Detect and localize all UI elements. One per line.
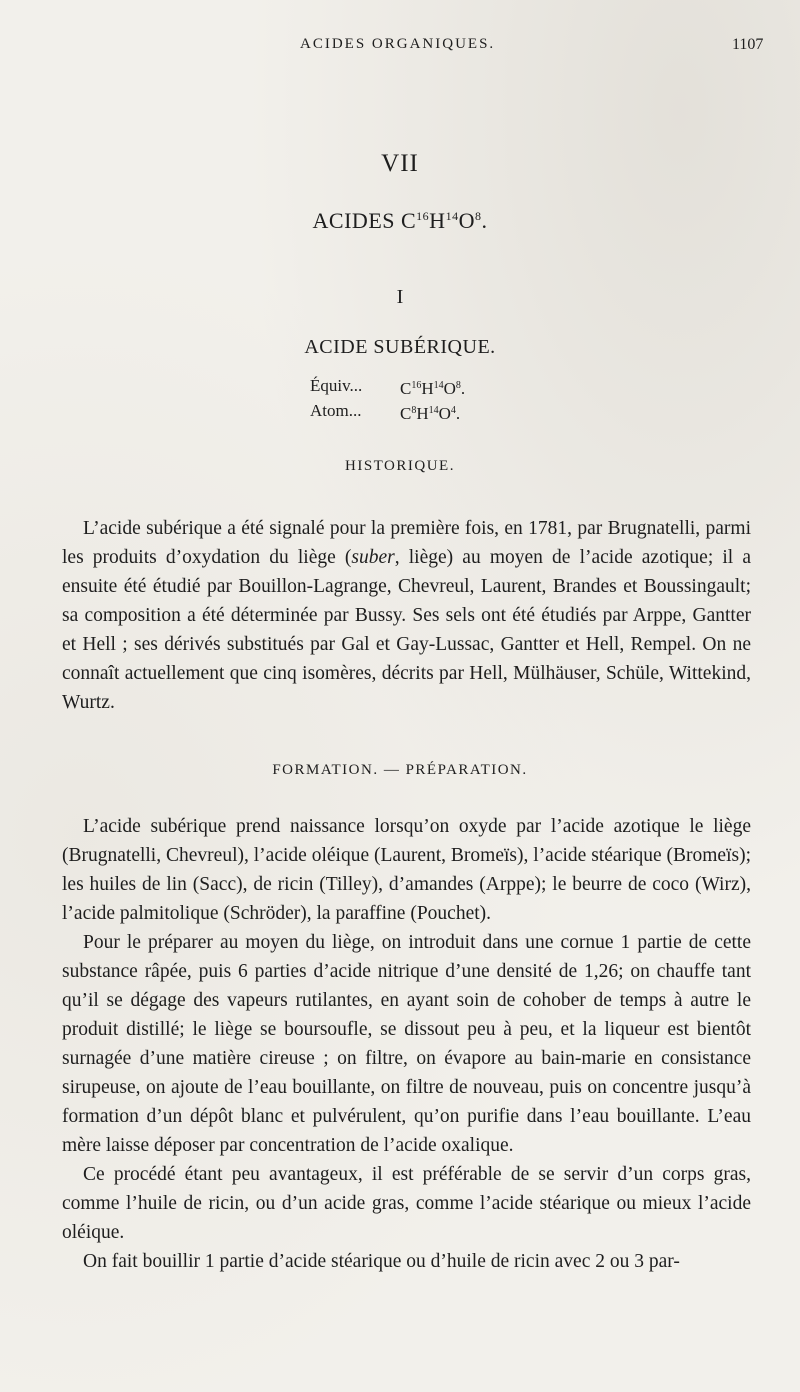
formation-paragraph-1: L’acide subérique prend naissance lorsqu’on oxyde par l’acide azotique le liège (Brugnatelli, Chevreul), l’acide oléique (Laurent, Bromeïs), l’acide stéarique (Bromeïs); les huiles de lin (Sacc), de ricin (Tilley), d’amandes (Arppe); le beurre de coco (Wirz), l’acide palmitolique (Schröder), la paraffine (Pouchet). bbox=[62, 816, 751, 924]
formation-paragraph-2: Pour le préparer au moyen du liège, on introduit dans une cornue 1 partie de cette substance râpée, puis 6 parties d’acide nitrique d’une densité de 1,26; on chauffe tant qu’il se dégage des vapeurs rutilantes, en ayant soin de cohober de temps à autre le produit distillé; le liège se boursoufle, se dissout peu à peu, et la liqueur est bientôt surnagée d’une matière cireuse ; on filtre, on évapore au bain-marie en consistance sirupeuse, on ajoute de l’eau bouillante, on filtre de nouveau, puis on concentre jusqu’à formation d’un dépôt blanc et pulvérulent, qu’on purifie dans l’eau bouillante. L’eau mère laisse déposer par concentration de l’acide oxalique. bbox=[62, 932, 751, 1156]
page-number: 1107 bbox=[732, 36, 764, 53]
formula-block bbox=[310, 375, 570, 425]
running-title: ACIDES ORGANIQUES. bbox=[300, 36, 496, 52]
formation-heading: FORMATION. — PRÉPARATION. bbox=[272, 762, 528, 778]
equivalent-formula: Équiv... $C^{16}H^{14}O^8$. bbox=[310, 376, 466, 398]
running-header bbox=[0, 36, 800, 58]
section-number: I bbox=[396, 286, 404, 308]
historique-heading: HISTORIQUE. bbox=[345, 458, 455, 474]
historique-paragraph: L’acide subérique a été signalé pour la première fois, en 1781, par Brugnatelli, parmi les produits d’oxydation du liège (suber, liège) au moyen de l’acide azotique; il a ensuite été étudié par Bouillon-Lagrange, Chevreul, Laurent, Brandes et Boussingault; sa composition a été déterminée par Bussy. Ses sels ont été étudiés par Arppe, Gantter et Hell ; ses dérivés substitués par Gal et Gay-Lussac, Gantter et Hell, Rempel. On ne connaît actuellement que cinq isomères, décrits par Hell, Mülhäuser, Schüle, Wittekind, Wurtz. bbox=[62, 518, 752, 713]
section-title: ACIDE SUBÉRIQUE. bbox=[304, 336, 496, 358]
historique-text bbox=[62, 514, 751, 717]
formation-text bbox=[62, 812, 751, 1276]
formation-paragraph-3: Ce procédé étant peu avantageux, il est préférable de se servir d’un corps gras, comme l’huile de ricin, ou d’un acide gras, comme l’acide stéarique ou mieux l’acide oléique. bbox=[62, 1164, 751, 1243]
atomic-formula: Atom... $C^8H^{14}O^4$. bbox=[310, 401, 461, 423]
formation-paragraph-4: On fait bouillir 1 partie d’acide stéarique ou d’huile de ricin avec 2 ou 3 par- bbox=[83, 1251, 680, 1272]
chapter-title: ACIDES $C^{16}H^{14}O^8$. bbox=[312, 208, 488, 233]
chapter-number: VII bbox=[381, 150, 419, 177]
